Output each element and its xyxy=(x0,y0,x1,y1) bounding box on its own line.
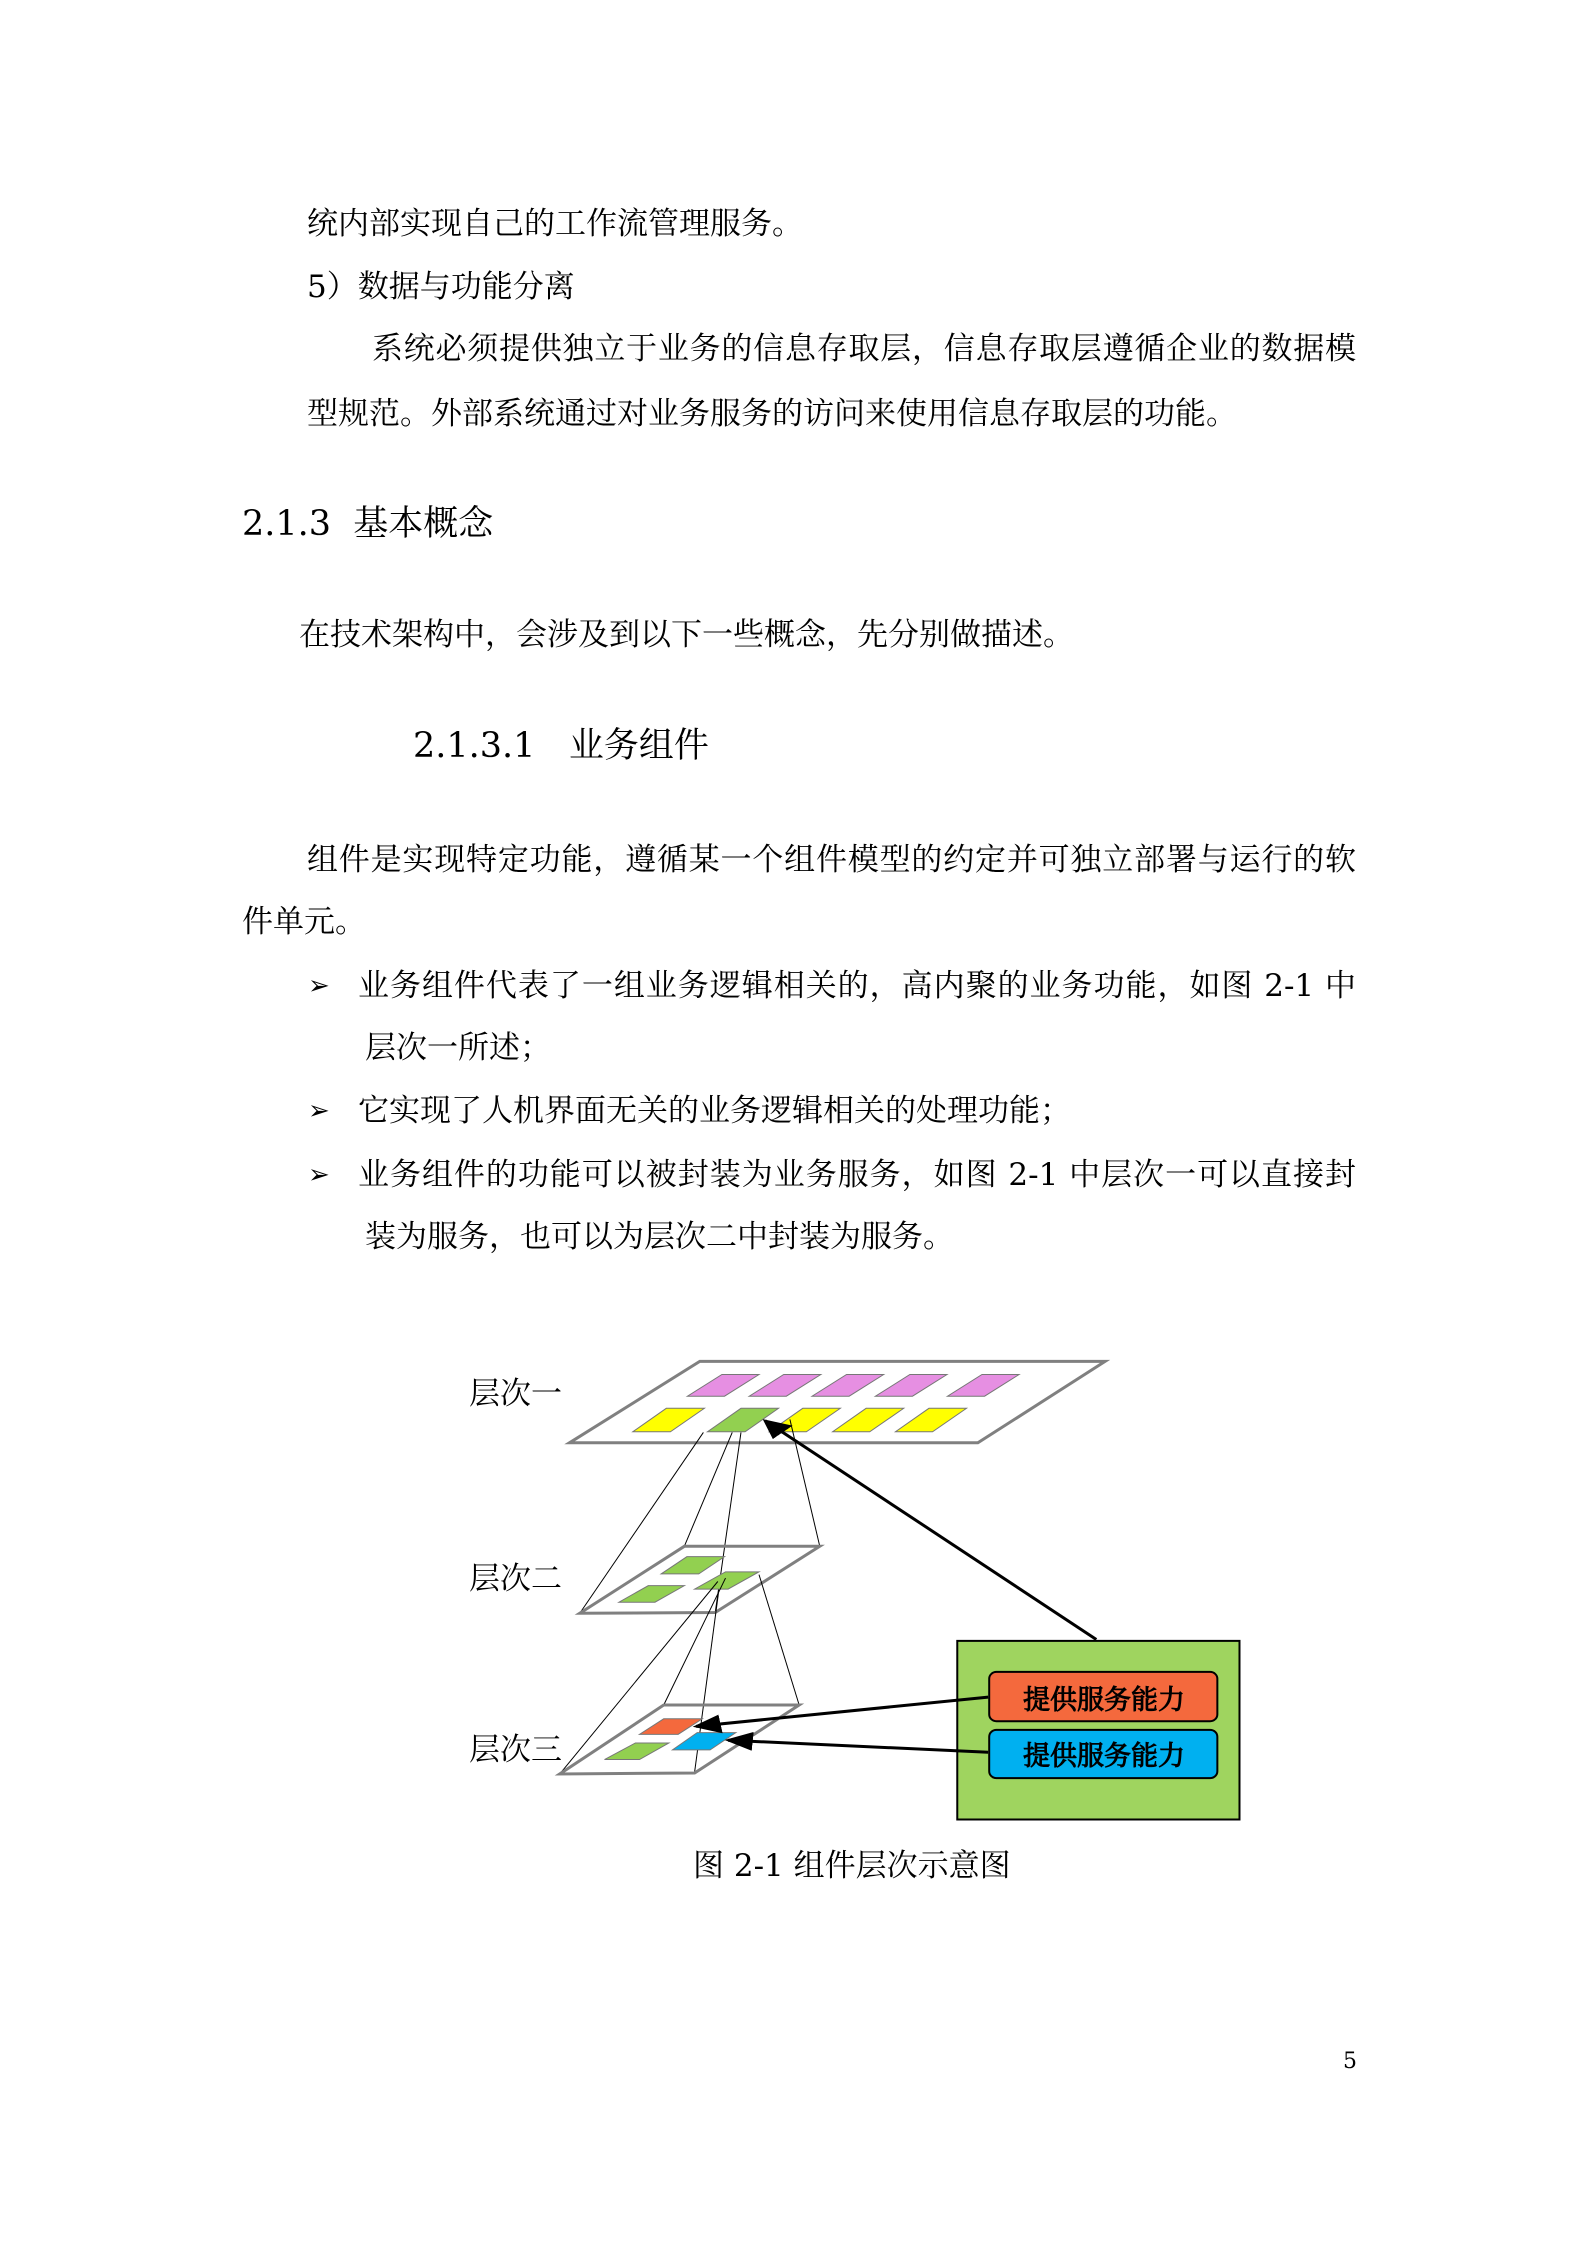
paragraph-line: 件单元。 xyxy=(242,904,366,940)
section-heading: 2.1.3 基本概念 xyxy=(242,504,494,544)
bullet-text: 业务组件的功能可以被封装为业务服务，如图 2-1 中层次一可以直接封 xyxy=(358,1157,1356,1193)
paragraph-line: 组件是实现特定功能，遵循某一个组件模型的约定并可独立部署与运行的软 xyxy=(307,842,1356,878)
list-item-heading: 5）数据与功能分离 xyxy=(307,269,575,305)
bullet-icon: ➢ xyxy=(308,1160,330,1190)
layer3-label: 层次三 xyxy=(469,1732,562,1768)
orange-tile xyxy=(640,1719,703,1735)
layer2-label: 层次二 xyxy=(469,1561,562,1597)
arrow-to-blue-tile xyxy=(728,1740,988,1752)
green-tile xyxy=(619,1586,684,1603)
layer1-label: 层次一 xyxy=(469,1376,562,1412)
service-box-blue-label: 提供服务能力 xyxy=(1023,1741,1185,1772)
blue-tile xyxy=(672,1733,735,1750)
bullet-icon: ➢ xyxy=(308,971,330,1001)
subsection-heading: 2.1.3.1 业务组件 xyxy=(413,726,709,766)
bullet-text: 它实现了人机界面无关的业务逻辑相关的处理功能； xyxy=(358,1093,1071,1129)
green-tile xyxy=(695,1572,759,1589)
green-tile xyxy=(661,1557,724,1574)
paragraph-line: 系统必须提供独立于业务的信息存取层，信息存取层遵循企业的数据模 xyxy=(372,331,1356,367)
bullet-text: 装为服务，也可以为层次二中封装为服务。 xyxy=(365,1219,954,1255)
arrow-to-orange-tile xyxy=(696,1697,988,1726)
service-box-orange-label: 提供服务能力 xyxy=(1023,1685,1185,1716)
paragraph-line: 型规范。外部系统通过对业务服务的访问来使用信息存取层的功能。 xyxy=(307,396,1237,432)
green-tile xyxy=(605,1743,669,1760)
layer3-plane xyxy=(560,1705,799,1774)
figure-caption: 图 2-1 组件层次示意图 xyxy=(693,1848,1011,1884)
frustum-lines-1 xyxy=(580,1419,820,1613)
text-line: 统内部实现自己的工作流管理服务。 xyxy=(307,206,803,242)
paragraph-line: 在技术架构中，会涉及到以下一些概念，先分别做描述。 xyxy=(299,617,1074,653)
page-number: 5 xyxy=(1343,2049,1357,2074)
bullet-text: 层次一所述； xyxy=(365,1030,551,1066)
bullet-text: 业务组件代表了一组业务逻辑相关的，高内聚的业务功能，如图 2-1 中 xyxy=(358,968,1356,1004)
bullet-icon: ➢ xyxy=(308,1096,330,1126)
arrow-to-layer1 xyxy=(765,1421,1096,1640)
